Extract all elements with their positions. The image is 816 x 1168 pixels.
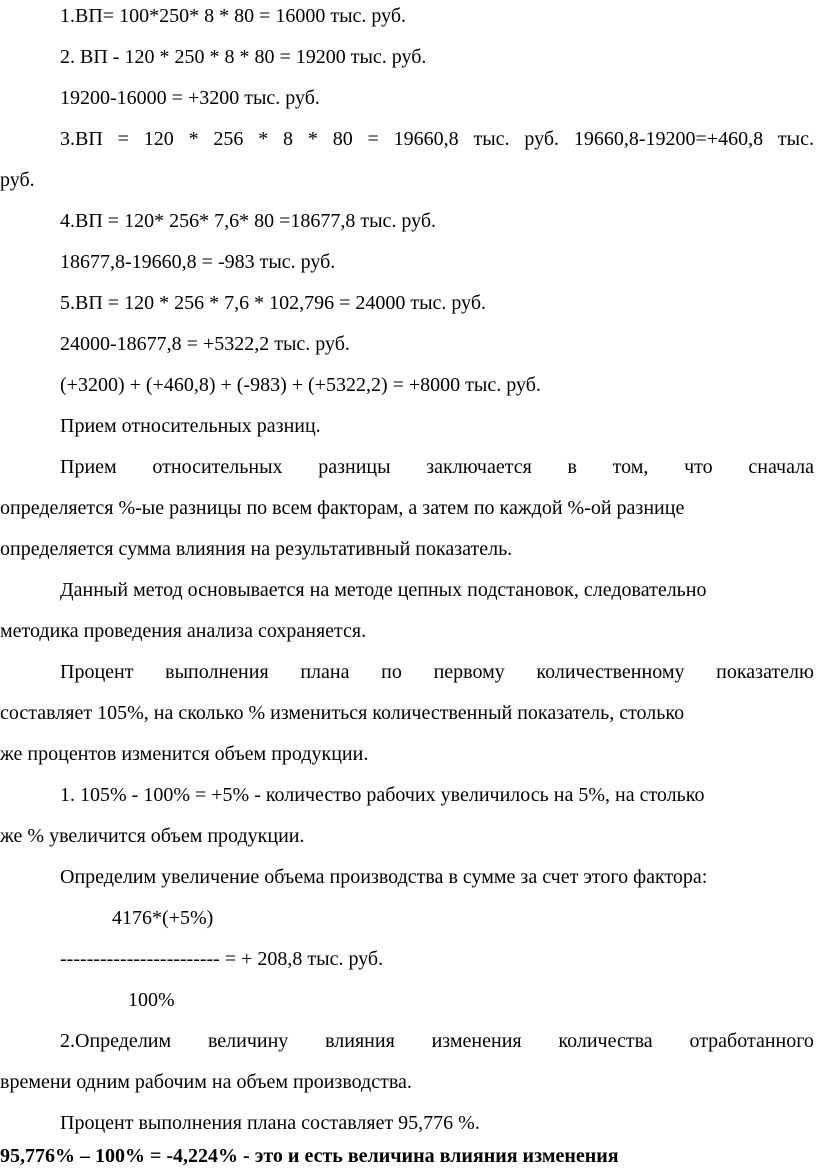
text-line: же % увеличится объем продукции. bbox=[0, 825, 305, 847]
word: влияния bbox=[325, 1030, 395, 1052]
word: Прием bbox=[60, 456, 117, 478]
word: тыс. bbox=[777, 128, 814, 150]
word: что bbox=[684, 456, 713, 478]
text-line: составляет 105%, на сколько % измениться количественный показатель, столько bbox=[0, 702, 685, 724]
text-line: Данный метод основывается на методе цепных подстановок, следовательно bbox=[60, 579, 707, 601]
text-line: 19200-16000 = +3200 тыс. руб. bbox=[60, 87, 320, 109]
text-line: руб. bbox=[0, 169, 35, 191]
word: отработанного bbox=[689, 1030, 814, 1052]
word: относительных bbox=[152, 456, 283, 478]
text-line-justified bbox=[60, 660, 814, 684]
word: = bbox=[117, 128, 129, 150]
word: 3.ВП bbox=[60, 128, 103, 150]
word: тыс. bbox=[473, 128, 510, 150]
word: * bbox=[258, 128, 269, 150]
word: Процент bbox=[60, 661, 134, 683]
word: * bbox=[188, 128, 199, 150]
formula-numerator: 4176*(+5%) bbox=[112, 907, 214, 929]
text-line: определяется сумма влияния на результативный показатель. bbox=[0, 538, 513, 560]
text-line: 18677,8-19660,8 = -983 тыс. руб. bbox=[60, 251, 336, 273]
word: заключается bbox=[426, 456, 532, 478]
word: в bbox=[567, 456, 577, 478]
word: разницы bbox=[318, 456, 391, 478]
word: том, bbox=[612, 456, 649, 478]
word: величину bbox=[207, 1030, 289, 1052]
word: = bbox=[367, 128, 379, 150]
word: количества bbox=[558, 1030, 653, 1052]
word: изменения bbox=[431, 1030, 522, 1052]
word: количественному bbox=[536, 661, 685, 683]
word: 256 bbox=[213, 128, 244, 150]
word: первому bbox=[433, 661, 505, 683]
text-line-justified bbox=[60, 1029, 814, 1053]
text-line: 5.ВП = 120 * 256 * 7,6 * 102,796 = 24000 тыс. руб. bbox=[60, 292, 487, 314]
word: руб. bbox=[524, 128, 560, 150]
word: 80 bbox=[332, 128, 353, 150]
word: сначала bbox=[748, 456, 814, 478]
text-line: (+3200) + (+460,8) + (-983) + (+5322,2) = +8000 тыс. руб. bbox=[60, 374, 541, 396]
word: плана bbox=[300, 661, 350, 683]
text-line: же процентов изменится объем продукции. bbox=[0, 743, 369, 765]
text-line: 4.ВП = 120* 256* 7,6* 80 =18677,8 тыс. руб. bbox=[60, 210, 437, 232]
text-line: 2. ВП - 120 * 250 * 8 * 80 = 19200 тыс. руб. bbox=[60, 46, 427, 68]
word: 19660,8-19200=+460,8 bbox=[573, 128, 764, 150]
formula-denominator: 100% bbox=[128, 989, 175, 1011]
formula-fraction-line: ------------------------ = + 208,8 тыс. руб. bbox=[60, 948, 384, 970]
word: показателю bbox=[716, 661, 814, 683]
text-line: 1.ВП= 100*250* 8 * 80 = 16000 тыс. руб. bbox=[60, 5, 407, 27]
word: по bbox=[381, 661, 402, 683]
text-line: 1. 105% - 100% = +5% - количество рабочих увеличилось на 5%, на столько bbox=[60, 784, 705, 806]
text-line: определяется %-ые разницы по всем факторам, а затем по каждой %-ой разнице bbox=[0, 497, 685, 519]
text-line: Определим увеличение объема производства в сумме за счет этого фактора: bbox=[60, 866, 708, 888]
text-line: 24000-18677,8 = +5322,2 тыс. руб. bbox=[60, 333, 350, 355]
text-line-justified bbox=[60, 127, 814, 151]
word: * bbox=[307, 128, 318, 150]
word: 19660,8 bbox=[393, 128, 459, 150]
text-line: методика проведения анализа сохраняется. bbox=[0, 620, 367, 642]
word: 8 bbox=[283, 128, 294, 150]
word: 2.Определим bbox=[60, 1030, 172, 1052]
word: выполнения bbox=[165, 661, 269, 683]
section-heading: Прием относительных разниц. bbox=[60, 415, 321, 437]
word: 120 bbox=[143, 128, 174, 150]
text-line: времени одним рабочим на объем производства. bbox=[0, 1071, 412, 1093]
text-line-bold: 95,776% – 100% = -4,224% - это и есть величина влияния изменения bbox=[0, 1145, 619, 1167]
text-line-justified bbox=[60, 455, 814, 479]
text-line: Процент выполнения плана составляет 95,776 %. bbox=[60, 1112, 480, 1134]
